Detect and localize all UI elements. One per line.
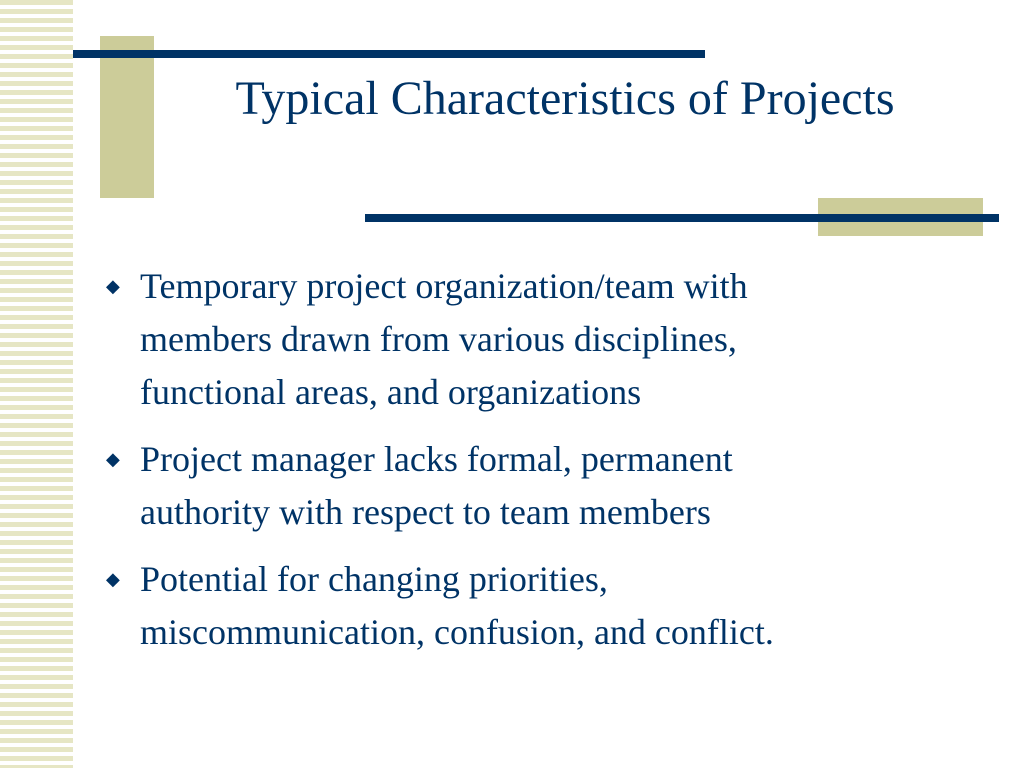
bullet-item xyxy=(106,260,986,419)
title-rule-bottom xyxy=(365,214,999,222)
title-rule-top xyxy=(73,50,705,58)
striped-side-band xyxy=(0,0,73,768)
diamond-bullet-icon: ◆ xyxy=(106,569,120,590)
diamond-bullet-icon: ◆ xyxy=(106,449,120,470)
bullet-text: Project manager lacks formal, permanent authority with respect to team members xyxy=(140,439,733,532)
tan-accent-block-top xyxy=(100,36,154,198)
bullet-item xyxy=(106,553,986,659)
bullet-text: Potential for changing priorities, miscommunication, confusion, and conflict. xyxy=(140,559,774,652)
bullet-item xyxy=(106,433,986,539)
slide-title: Typical Characteristics of Projects xyxy=(235,72,895,125)
bullet-list xyxy=(106,260,986,673)
bullet-text: Temporary project organization/team with members drawn from various disciplines, functional areas, and organizations xyxy=(140,266,748,412)
diamond-bullet-icon: ◆ xyxy=(106,276,120,297)
